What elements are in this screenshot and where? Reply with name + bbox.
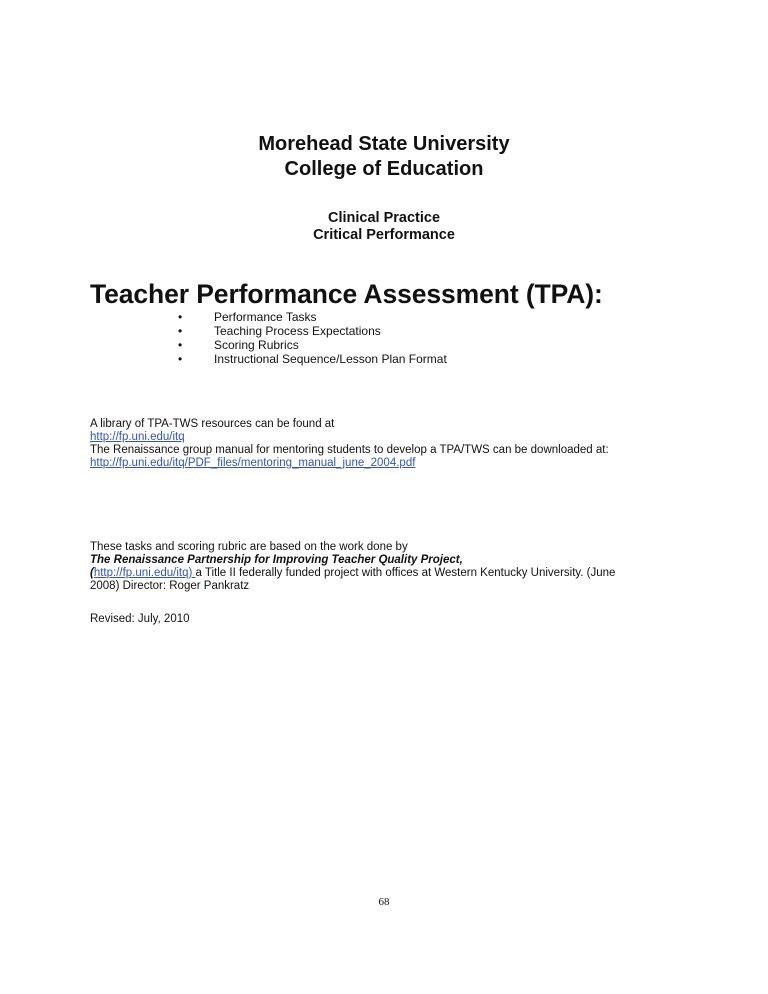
attribution-second-line: 2008) Director: Roger Pankratz xyxy=(90,580,250,592)
bullet-item xyxy=(176,338,447,352)
bullet-item xyxy=(176,310,447,324)
bullet-dot-icon: • xyxy=(178,310,183,324)
itq-link[interactable]: http://fp.uni.edu/itq xyxy=(93,567,189,579)
page-number: 68 xyxy=(378,896,390,908)
program-subtitle: Critical Performance xyxy=(313,227,455,243)
university-name: Morehead State University xyxy=(258,133,510,155)
bullet-item xyxy=(176,352,447,366)
bullet-dot-icon: • xyxy=(178,338,183,352)
bullet-dot-icon: • xyxy=(178,324,183,338)
revised-date: Revised: July, 2010 xyxy=(90,613,190,625)
manual-text: The Renaissance group manual for mentoring students to develop a TPA/TWS can be downloaded at: xyxy=(90,444,609,456)
attribution-paragraph xyxy=(90,541,690,593)
attribution-intro: These tasks and scoring rubric are based on the work done by xyxy=(90,541,408,553)
header-university-block xyxy=(0,132,768,182)
manual-link[interactable]: http://fp.uni.edu/itq/PDF_files/mentoring_manual_june_2004.pdf xyxy=(90,457,416,469)
main-title: Teacher Performance Assessment (TPA): xyxy=(90,279,603,309)
bullet-item xyxy=(176,324,447,338)
bullet-text: Teaching Process Expectations xyxy=(214,324,381,338)
paren-open: ( xyxy=(90,567,94,579)
partnership-name: The Renaissance Partnership for Improving Teacher Quality Project, xyxy=(90,554,463,566)
attribution-rest: a Title II federally funded project with offices at Western Kentucky University. (June xyxy=(195,567,616,579)
bullet-text: Instructional Sequence/Lesson Plan Format xyxy=(214,352,447,366)
bullet-text: Performance Tasks xyxy=(214,310,317,324)
library-text: A library of TPA-TWS resources can be found at xyxy=(90,418,335,430)
college-name: College of Education xyxy=(284,158,484,180)
bullet-dot-icon: • xyxy=(178,352,183,366)
program-name: Clinical Practice xyxy=(327,210,441,226)
paren-close: ) xyxy=(188,567,196,579)
attribution-link-line xyxy=(90,567,690,580)
bullet-text: Scoring Rubrics xyxy=(214,338,299,352)
topic-bullet-list xyxy=(176,310,447,366)
header-program-block xyxy=(0,210,768,244)
resources-paragraph xyxy=(90,418,690,470)
library-link[interactable]: http://fp.uni.edu/itq xyxy=(90,431,185,443)
